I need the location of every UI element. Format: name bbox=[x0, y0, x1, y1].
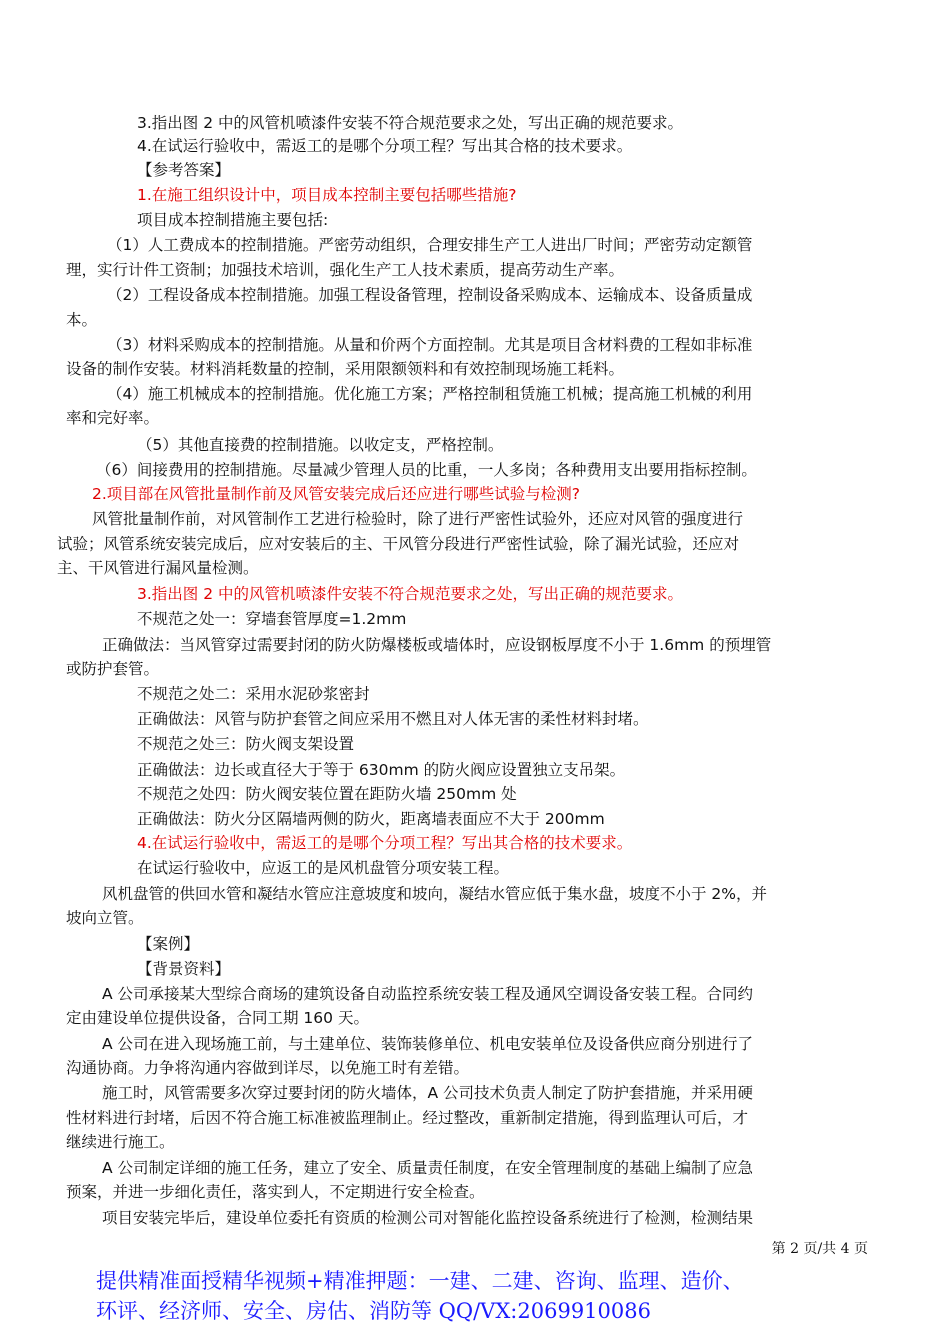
promo-line-1: 提供精准面授精华视频+精准押题：一建、二建、咨询、监理、造价、 bbox=[96, 1269, 744, 1293]
correction-2: 正确做法：风管与防护套管之间应采用不燃且对人体无害的柔性材料封堵。 bbox=[137, 710, 649, 728]
nonconformity-2: 不规范之处二：采用水泥砂浆密封 bbox=[137, 685, 370, 703]
measure-3-line-2: 设备的制作安装。材料消耗数量的控制，采用限额领料和有效控制现场施工耗料。 bbox=[66, 360, 625, 378]
case-heading: 【案例】 bbox=[137, 935, 200, 953]
background-heading: 【背景资料】 bbox=[137, 960, 231, 978]
measure-3-line-1: （3）材料采购成本的控制措施。从量和价两个方面控制。尤其是项目含材料费的工程如非标准 bbox=[107, 336, 753, 354]
correction-1-line-2: 或防护套管。 bbox=[66, 660, 160, 678]
nonconformity-4: 不规范之处四：防火阀安装位置在距防火墙 250mm 处 bbox=[137, 785, 517, 803]
answer-2-line-2: 试验；风管系统安装完成后，应对安装后的主、干风管分段进行严密性试验，除了漏光试验，还应对 bbox=[57, 535, 740, 553]
nonconformity-3: 不规范之处三：防火阀支架设置 bbox=[137, 735, 355, 753]
measure-4-line-1: （4）施工机械成本的控制措施。优化施工方案；严格控制租赁施工机械；提高施工机械的利用 bbox=[107, 385, 753, 403]
answer-4-line-3: 坡向立管。 bbox=[66, 909, 144, 927]
answer-1-intro: 项目成本控制措施主要包括: bbox=[137, 211, 329, 229]
correction-4: 正确做法：防火分区隔墙两侧的防火，距离墙表面应不大于 200mm bbox=[137, 810, 605, 828]
answer-3-title: 3.指出图 2 中的风管机喷漆件安装不符合规范要求之处，写出正确的规范要求。 bbox=[137, 585, 684, 603]
background-p4-line-1: A 公司制定详细的施工任务，建立了安全、质量责任制度，在安全管理制度的基础上编制了应急 bbox=[102, 1159, 754, 1177]
measure-1-line-1: （1）人工费成本的控制措施。严密劳动组织，合理安排生产工人进出厂时间；严密劳动定额管 bbox=[107, 236, 753, 254]
answer-2-title: 2.项目部在风管批量制作前及风管安装完成后还应进行哪些试验与检测? bbox=[92, 485, 581, 503]
background-p1-line-1: A 公司承接某大型综合商场的建筑设备自动监控系统安装工程及通风空调设备安装工程。合同约 bbox=[102, 985, 754, 1003]
answer-2-line-3: 主、干风管进行漏风量检测。 bbox=[57, 559, 259, 577]
measure-5: （5）其他直接费的控制措施。以收定支，严格控制。 bbox=[137, 436, 504, 454]
question-3: 3.指出图 2 中的风管机喷漆件安装不符合规范要求之处，写出正确的规范要求。 bbox=[137, 114, 684, 132]
correction-1-line-1: 正确做法：当风管穿过需要封闭的防火防爆楼板或墙体时，应设钢板厚度不小于 1.6mm 的预埋管 bbox=[102, 636, 772, 654]
answer-4-line-1: 在试运行验收中，应返工的是风机盘管分项安装工程。 bbox=[137, 859, 510, 877]
answer-1-title: 1.在施工组织设计中，项目成本控制主要包括哪些措施? bbox=[137, 186, 517, 204]
answer-heading: 【参考答案】 bbox=[137, 161, 231, 179]
background-p2-line-2: 沟通协商。力争将沟通内容做到详尽，以免施工时有差错。 bbox=[66, 1059, 470, 1077]
background-p3-line-1: 施工时，风管需要多次穿过要封闭的防火墙体，A 公司技术负责人制定了防护套措施，并采用硬 bbox=[102, 1084, 754, 1102]
measure-2-line-2: 本。 bbox=[66, 311, 98, 329]
correction-3: 正确做法：边长或直径大于等于 630mm 的防火阀应设置独立支吊架。 bbox=[137, 761, 626, 779]
background-p1-line-2: 定由建设单位提供设备，合同工期 160 天。 bbox=[66, 1009, 369, 1027]
measure-6: （6）间接费用的控制措施。尽量减少管理人员的比重，一人多岗；各种费用支出要用指标控制。 bbox=[96, 461, 757, 479]
nonconformity-1: 不规范之处一：穿墙套管厚度=1.2mm bbox=[137, 610, 407, 628]
promo-line-2: 环评、经济师、安全、房估、消防等 QQ/VX:2069910086 bbox=[96, 1299, 651, 1323]
measure-1-line-2: 理，实行计件工资制；加强技术培训，强化生产工人技术素质，提高劳动生产率。 bbox=[66, 261, 625, 279]
background-p3-line-3: 继续进行施工。 bbox=[66, 1133, 175, 1151]
answer-4-line-2: 风机盘管的供回水管和凝结水管应注意坡度和坡向，凝结水管应低于集水盘，坡度不小于 2%，并 bbox=[102, 885, 768, 903]
background-p2-line-1: A 公司在进入现场施工前，与土建单位、装饰装修单位、机电安装单位及设备供应商分别进行了 bbox=[102, 1035, 754, 1053]
page-number: 第 2 页/共 4 页 bbox=[771, 1241, 868, 1257]
answer-4-title: 4.在试运行验收中，需返工的是哪个分项工程？写出其合格的技术要求。 bbox=[137, 834, 633, 852]
background-p3-line-2: 性材料进行封堵，后因不符合施工标准被监理制止。经过整改，重新制定措施，得到监理认可后，才 bbox=[66, 1109, 749, 1127]
background-p5-line-1: 项目安装完毕后，建设单位委托有资质的检测公司对智能化监控设备系统进行了检测，检测结果 bbox=[102, 1209, 754, 1227]
question-4: 4.在试运行验收中，需返工的是哪个分项工程？写出其合格的技术要求。 bbox=[137, 137, 633, 155]
answer-2-line-1: 风管批量制作前，对风管制作工艺进行检验时，除了进行严密性试验外，还应对风管的强度进行 bbox=[92, 510, 744, 528]
measure-4-line-2: 率和完好率。 bbox=[66, 409, 160, 427]
measure-2-line-1: （2）工程设备成本控制措施。加强工程设备管理，控制设备采购成本、运输成本、设备质量成 bbox=[107, 286, 753, 304]
background-p4-line-2: 预案，并进一步细化责任，落实到人，不定期进行安全检查。 bbox=[66, 1183, 485, 1201]
